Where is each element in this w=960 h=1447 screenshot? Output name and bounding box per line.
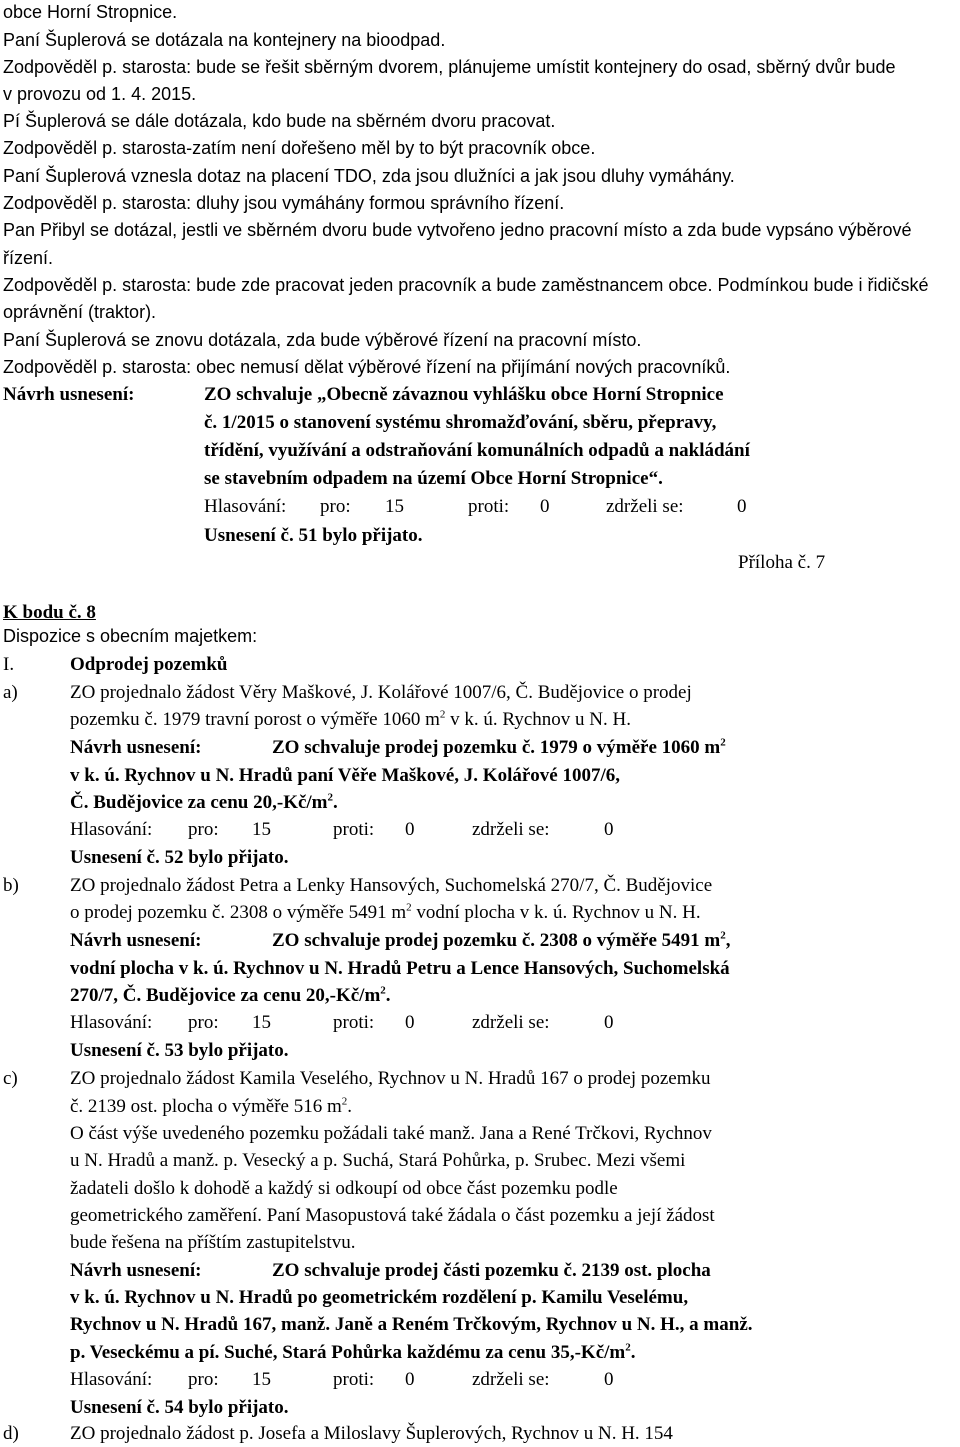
vote-label: Hlasování:: [70, 819, 153, 840]
resolution-label: Návrh usnesení:: [70, 737, 202, 758]
item-letter: c): [3, 1068, 18, 1089]
vote-zdrzeli-count: 0: [604, 1012, 614, 1033]
resolution-text: Rychnov u N. Hradů 167, manž. Janě a Reném Trčkovým, Rychnov u N. H., a manž.: [70, 1314, 753, 1335]
vote-pro-label: pro:: [188, 1369, 219, 1390]
resolution-text: ZO schvaluje prodej pozemku č. 2308 o výměře 5491 $m^2$,: [272, 929, 731, 951]
vote-pro-count: 15: [252, 1369, 271, 1390]
item-text: č. 2139 ost. plocha o výměře 516 $m^2$.: [70, 1095, 353, 1117]
vote-zdrzeli-label: zdrželi se:: [606, 496, 684, 517]
vote-zdrzeli-count: 0: [604, 1369, 614, 1390]
vote-zdrzeli-count: 0: [737, 496, 747, 517]
text-line: Paní Šuplerová se znovu dotázala, zda bude výběrové řízení na pracovní místo.: [3, 330, 642, 350]
section-subtitle: Dispozice s obecním majetkem:: [3, 626, 258, 646]
resolution-result: Usnesení č. 53 bylo přijato.: [70, 1040, 289, 1061]
item-text: bude řešena na příštím zastupitelstvu.: [70, 1232, 356, 1253]
item-text: ZO projednalo žádost p. Josefa a Miloslavy Šuplerových, Rychnov u N. H. 154: [70, 1423, 673, 1444]
resolution-result: Usnesení č. 54 bylo přijato.: [70, 1397, 289, 1418]
item-text: ZO projednalo žádost Kamila Veselého, Rychnov u N. Hradů 167 o prodej pozemku: [70, 1068, 711, 1089]
item-letter: a): [3, 682, 18, 703]
vote-pro-label: pro:: [320, 496, 351, 517]
resolution-label: Návrh usnesení:: [70, 930, 202, 951]
resolution-text: třídění, využívání a odstraňování komunálních odpadů a nakládání: [204, 440, 750, 461]
vote-proti-label: proti:: [333, 819, 375, 840]
item-text: ZO projednalo žádost Petra a Lenky Hansových, Suchomelská 270/7, Č. Budějovice: [70, 875, 713, 896]
text-line: Zodpověděl p. starosta: obec nemusí dělat výběrové řízení na přijímání nových pracovníků.: [3, 357, 731, 377]
vote-proti-label: proti:: [333, 1369, 375, 1390]
vote-zdrzeli-label: zdrželi se:: [472, 1369, 550, 1390]
resolution-text: p. Veseckému a pí. Suché, Stará Pohůrka každému za cenu $35,-Kč/m^2$.: [70, 1341, 636, 1363]
resolution-text: v k. ú. Rychnov u N. Hradů po geometrickém rozdělení p. Kamilu Veselému,: [70, 1287, 689, 1308]
text-line: Paní Šuplerová vznesla dotaz na placení TDO, zda jsou dlužníci a jak jsou dluhy vymáhány.: [3, 166, 735, 186]
text-line: řízení.: [3, 248, 54, 268]
item-letter: d): [3, 1423, 19, 1444]
text-line: v provozu od 1. 4. 2015.: [3, 84, 197, 104]
text-line: Zodpověděl p. starosta: bude se řešit sběrným dvorem, plánujeme umístit kontejnery do osad, sběrný dvůr bude: [3, 57, 896, 77]
resolution-label: Návrh usnesení:: [70, 1260, 202, 1281]
vote-pro-label: pro:: [188, 819, 219, 840]
resolution-text: č. 1/2015 o stanovení systému shromažďování, sběru, přepravy,: [204, 412, 717, 433]
resolution-text: 270/7, Č. Budějovice za cenu $20,-Kč/m^2$.: [70, 984, 391, 1006]
vote-proti-count: 0: [405, 819, 415, 840]
text-line: Zodpověděl p. starosta: bude zde pracovat jeden pracovník a bude zaměstnancem obce. Podmínkou bude i řidičské: [3, 275, 929, 295]
resolution-text: ZO schvaluje „Obecně závaznou vyhlášku obce Horní Stropnice: [204, 384, 724, 405]
vote-zdrzeli-label: zdrželi se:: [472, 1012, 550, 1033]
resolution-text: ZO schvaluje prodej pozemku č. 1979 o výměře 1060 $m^2$: [272, 736, 726, 758]
item-text: O část výše uvedeného pozemku požádali také manž. Jana a René Trčkovi, Rychnov: [70, 1123, 712, 1144]
subsection-title: Odprodej pozemků: [70, 654, 228, 675]
resolution-text: Č. Budějovice za cenu $20,-Kč/m^2$.: [70, 791, 338, 813]
text-line: Paní Šuplerová se dotázala na kontejnery na bioodpad.: [3, 30, 446, 50]
vote-proti-count: 0: [405, 1012, 415, 1033]
vote-pro-count: 15: [385, 496, 404, 517]
resolution-text: v k. ú. Rychnov u N. Hradů paní Věře Maškové, J. Kolářové 1007/6,: [70, 765, 621, 786]
section-heading: K bodu č. 8: [3, 602, 96, 623]
vote-pro-label: pro:: [188, 1012, 219, 1033]
text-line: Zodpověděl p. starosta-zatím není dořešeno měl by to být pracovník obce.: [3, 138, 596, 158]
vote-zdrzeli-label: zdrželi se:: [472, 819, 550, 840]
resolution-result: Usnesení č. 51 bylo přijato.: [204, 525, 423, 546]
resolution-text: ZO schvaluje prodej části pozemku č. 2139 ost. plocha: [272, 1260, 711, 1281]
vote-proti-label: proti:: [333, 1012, 375, 1033]
vote-proti-label: proti:: [468, 496, 510, 517]
item-text: geometrického zaměření. Paní Masopustová také žádala o část pozemku a její žádost: [70, 1205, 715, 1226]
vote-label: Hlasování:: [204, 496, 287, 517]
text-line: Pan Přibyl se dotázal, jestli ve sběrném dvoru bude vytvořeno jedno pracovní místo a zda bude vypsáno výběrové: [3, 220, 912, 240]
attachment-note: Příloha č. 7: [738, 552, 826, 573]
vote-label: Hlasování:: [70, 1012, 153, 1033]
item-letter: b): [3, 875, 19, 896]
vote-proti-count: 0: [540, 496, 550, 517]
vote-proti-count: 0: [405, 1369, 415, 1390]
text-line: oprávnění (traktor).: [3, 302, 157, 322]
item-text: u N. Hradů a manž. p. Vesecký a p. Suchá, Stará Pohůrka, p. Srubec. Mezi všemi: [70, 1150, 686, 1171]
item-text: o prodej pozemku č. 2308 o výměře 5491 $m^2$ vodní plocha v k. ú. Rychnov u N. H.: [70, 901, 701, 923]
resolution-result: Usnesení č. 52 bylo přijato.: [70, 847, 289, 868]
item-text: pozemku č. 1979 travní porost o výměře 1060 $m^2$ v k. ú. Rychnov u N. H.: [70, 708, 631, 730]
vote-pro-count: 15: [252, 1012, 271, 1033]
item-text: ZO projednalo žádost Věry Maškové, J. Kolářové 1007/6, Č. Budějovice o prodej: [70, 682, 692, 703]
text-line: obce Horní Stropnice.: [3, 2, 178, 22]
item-text: žadateli došlo k dohodě a každý si odkoupí od obce část pozemku podle: [70, 1178, 618, 1199]
text-line: Zodpověděl p. starosta: dluhy jsou vymáhány formou správního řízení.: [3, 193, 565, 213]
resolution-text: se stavebním odpadem na území Obce Horní Stropnice“.: [204, 468, 663, 489]
vote-zdrzeli-count: 0: [604, 819, 614, 840]
text-line: Pí Šuplerová se dále dotázala, kdo bude na sběrném dvoru pracovat.: [3, 111, 556, 131]
vote-pro-count: 15: [252, 819, 271, 840]
vote-label: Hlasování:: [70, 1369, 153, 1390]
resolution-label: Návrh usnesení:: [3, 384, 135, 405]
roman-numeral: I.: [3, 654, 15, 675]
resolution-text: vodní plocha v k. ú. Rychnov u N. Hradů Petru a Lence Hansových, Suchomelská: [70, 958, 730, 979]
